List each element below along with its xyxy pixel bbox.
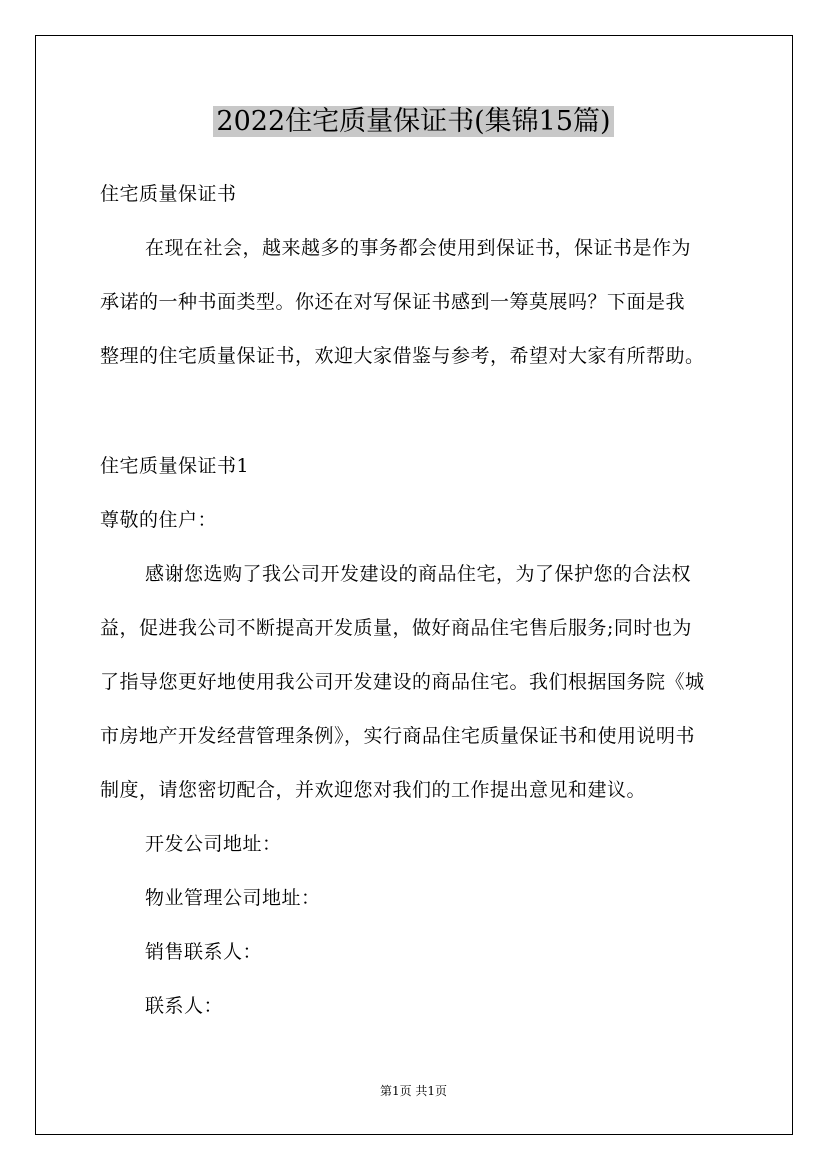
field-sales-contact: 销售联系人： (145, 941, 263, 963)
document-heading: 住宅质量保证书 (100, 183, 237, 205)
body-line-1: 感谢您选购了我公司开发建设的商品住宅，为了保护您的合法权 (145, 563, 692, 585)
body-line-4: 市房地产开发经营管理条例》，实行商品住宅质量保证书和使用说明书 (100, 725, 696, 747)
body-line-2: 益，促进我公司不断提高开发质量，做好商品住宅售后服务;同时也为 (100, 617, 692, 639)
intro-line-3: 整理的住宅质量保证书，欢迎大家借鉴与参考，希望对大家有所帮助。 (100, 345, 705, 367)
section-heading: 住宅质量保证书1 (100, 455, 250, 477)
document-title (0, 100, 827, 144)
page-footer: 第1页 共1页 (379, 1084, 448, 1098)
document-title-text: 2022住宅质量保证书(集锦15篇) (213, 106, 613, 137)
field-contact: 联系人： (145, 995, 224, 1017)
body-line-5: 制度，请您密切配合，并欢迎您对我们的工作提出意见和建议。 (100, 779, 647, 801)
salutation: 尊敬的住户： (100, 509, 218, 531)
intro-line-1: 在现在社会，越来越多的事务都会使用到保证书，保证书是作为 (145, 237, 692, 259)
field-developer-address: 开发公司地址： (145, 833, 282, 855)
field-property-management-address: 物业管理公司地址： (145, 887, 321, 909)
body-line-3: 了指导您更好地使用我公司开发建设的商品住宅。我们根据国务院《城 (100, 671, 705, 693)
intro-line-2: 承诺的一种书面类型。你还在对写保证书感到一筹莫展吗？下面是我 (100, 291, 686, 313)
